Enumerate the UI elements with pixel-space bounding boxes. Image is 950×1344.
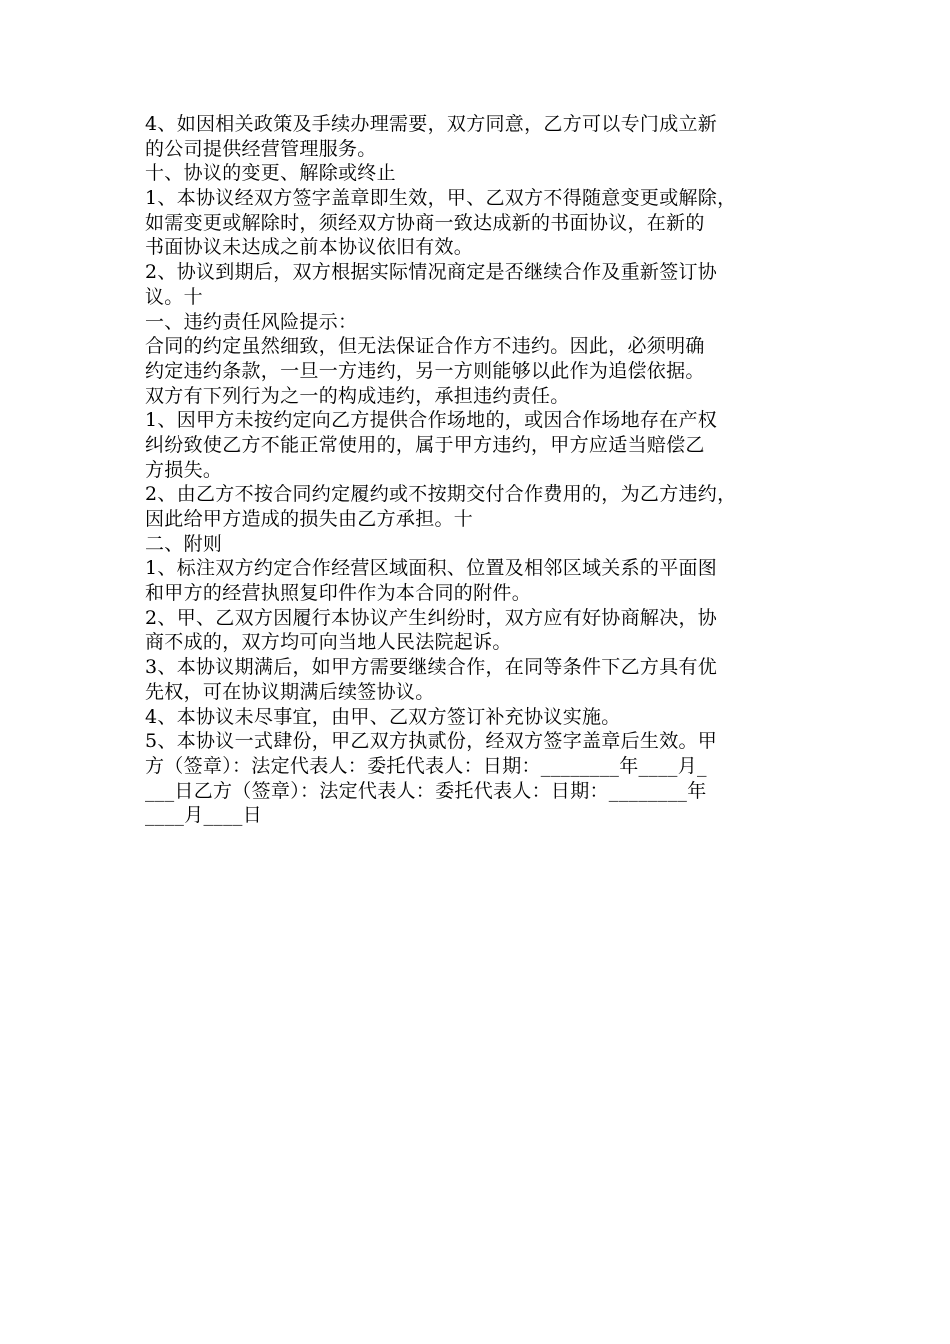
text-line: 双方有下列行为之一的构成违约，承担违约责任。 bbox=[145, 384, 570, 407]
text-line: 的公司提供经营管理服务。 bbox=[145, 137, 377, 160]
section-heading: 一、违约责任风险提示： bbox=[145, 310, 358, 333]
text-line: 合同的约定虽然细致，但无法保证合作方不违约。因此，必须明确 bbox=[145, 335, 705, 358]
text-line: 2、协议到期后，双方根据实际情况商定是否继续合作及重新签订协 bbox=[145, 261, 718, 284]
text-line: 2、由乙方不按合同约定履约或不按期交付合作费用的，为乙方违约， bbox=[145, 483, 737, 506]
text-line: 纠纷致使乙方不能正常使用的，属于甲方违约，甲方应适当赔偿乙 bbox=[145, 433, 705, 456]
text-line: 1、因甲方未按约定向乙方提供合作场地的，或因合作场地存在产权 bbox=[145, 409, 718, 432]
text-line: 5、本协议一式肆份，甲乙双方执贰份，经双方签字盖章后生效。甲 bbox=[145, 730, 718, 753]
text-line: 商不成的，双方均可向当地人民法院起诉。 bbox=[145, 631, 512, 654]
text-line: 1、本协议经双方签字盖章即生效，甲、乙双方不得随意变更或解除， bbox=[145, 187, 737, 210]
signature-line: 方（签章）：法定代表人：委托代表人：日期：________年____月_ bbox=[145, 754, 707, 777]
text-line: 如需变更或解除时，须经双方协商一致达成新的书面协议，在新的 bbox=[145, 211, 705, 234]
section-heading: 十、协议的变更、解除或终止 bbox=[145, 162, 396, 185]
text-line: 书面协议未达成之前本协议依旧有效。 bbox=[145, 236, 474, 259]
document-body bbox=[145, 112, 810, 828]
text-line: 1、标注双方约定合作经营区域面积、位置及相邻区域关系的平面图 bbox=[145, 557, 718, 580]
text-line: 4、如因相关政策及手续办理需要，双方同意，乙方可以专门成立新 bbox=[145, 113, 718, 135]
signature-line: ____月____日 bbox=[145, 804, 262, 827]
text-line: 2、甲、乙双方因履行本协议产生纠纷时，双方应有好协商解决，协 bbox=[145, 606, 718, 629]
text-line: 议。十 bbox=[145, 285, 203, 308]
text-line: 4、本协议未尽事宜，由甲、乙双方签订补充协议实施。 bbox=[145, 705, 621, 728]
text-line: 因此给甲方造成的损失由乙方承担。十 bbox=[145, 508, 474, 530]
section-heading: 二、附则 bbox=[145, 532, 223, 555]
text-line: 3、本协议期满后，如甲方需要继续合作，在同等条件下乙方具有优 bbox=[145, 656, 718, 679]
signature-line: ___日乙方（签章）：法定代表人：委托代表人：日期：________年 bbox=[145, 779, 707, 802]
text-line: 和甲方的经营执照复印件作为本合同的附件。 bbox=[145, 582, 532, 605]
text-line: 方损失。 bbox=[145, 458, 223, 481]
text-line: 约定违约条款，一旦一方违约，另一方则能够以此作为追偿依据。 bbox=[145, 359, 705, 382]
text-line: 先权，可在协议期满后续签协议。 bbox=[145, 680, 435, 703]
